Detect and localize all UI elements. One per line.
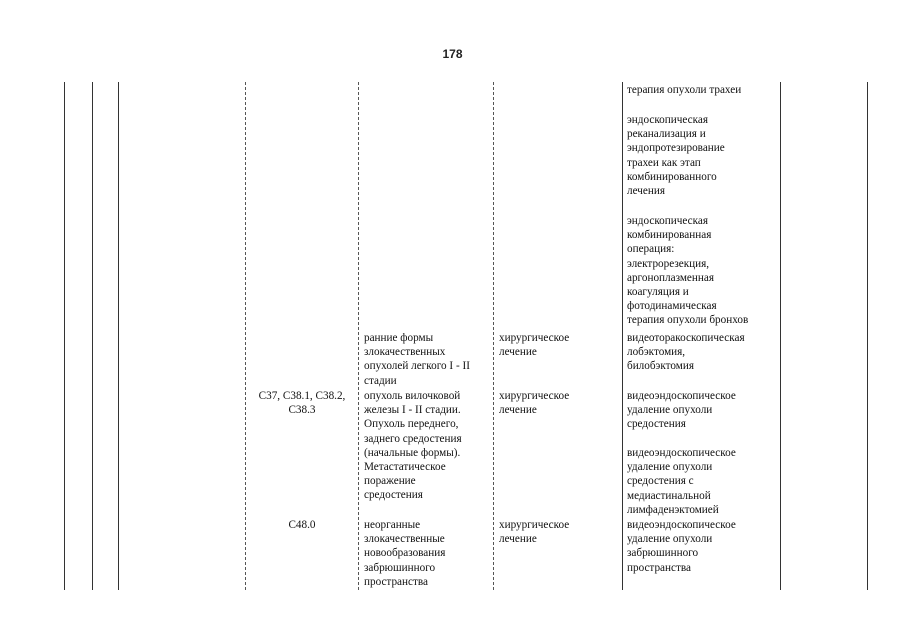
treatment-type-cell: хирургическое лечение [499, 519, 570, 546]
method-cell: видеоторакоскопическая лобэктомия, билобэктомия [627, 332, 745, 373]
column-divider [493, 82, 494, 590]
icd-codes-cell: C37, C38.1, C38.2, C38.3 [258, 390, 346, 417]
column-divider [358, 82, 359, 590]
treatment-type-cell: хирургическое лечение [499, 332, 570, 359]
column-divider [622, 82, 623, 590]
method-cell: эндоскопическая реканализация и эндопротезирование трахеи как этап комбинированного лечения [627, 114, 725, 198]
table-border-left [64, 82, 65, 590]
table-border-right [867, 82, 868, 590]
icd-codes-cell: C48.0 [288, 519, 316, 531]
diagnosis-cell: ранние формы злокачественных опухолей легкого I - II стадии [364, 332, 470, 387]
page-number: 178 [442, 47, 463, 61]
column-divider [118, 82, 119, 590]
method-cell: эндоскопическая комбинированная операция: электрорезекция, аргоноплазменная коагуляция и фотодинамическая терапия опухоли бронхов [627, 215, 749, 327]
column-divider [92, 82, 93, 590]
method-cell: видеоэндоскопическое удаление опухоли средостения с медиастинальной лимфаденэктомией [627, 447, 736, 516]
column-divider [245, 82, 246, 590]
diagnosis-cell: опухоль вилочковой железы I - II стадии. Опухоль переднего, заднего средостения (начальные формы). Метастатическое поражение средостения [364, 390, 462, 502]
treatment-type-cell: хирургическое лечение [499, 390, 570, 417]
method-cell: видеоэндоскопическое удаление опухоли средостения [627, 390, 736, 431]
method-cell: видеоэндоскопическое удаление опухоли забрюшинного пространства [627, 519, 736, 574]
method-cell: терапия опухоли трахеи [627, 84, 742, 96]
diagnosis-cell: неорганные злокачественные новообразования забрюшинного пространства [364, 519, 446, 588]
column-divider [780, 82, 781, 590]
